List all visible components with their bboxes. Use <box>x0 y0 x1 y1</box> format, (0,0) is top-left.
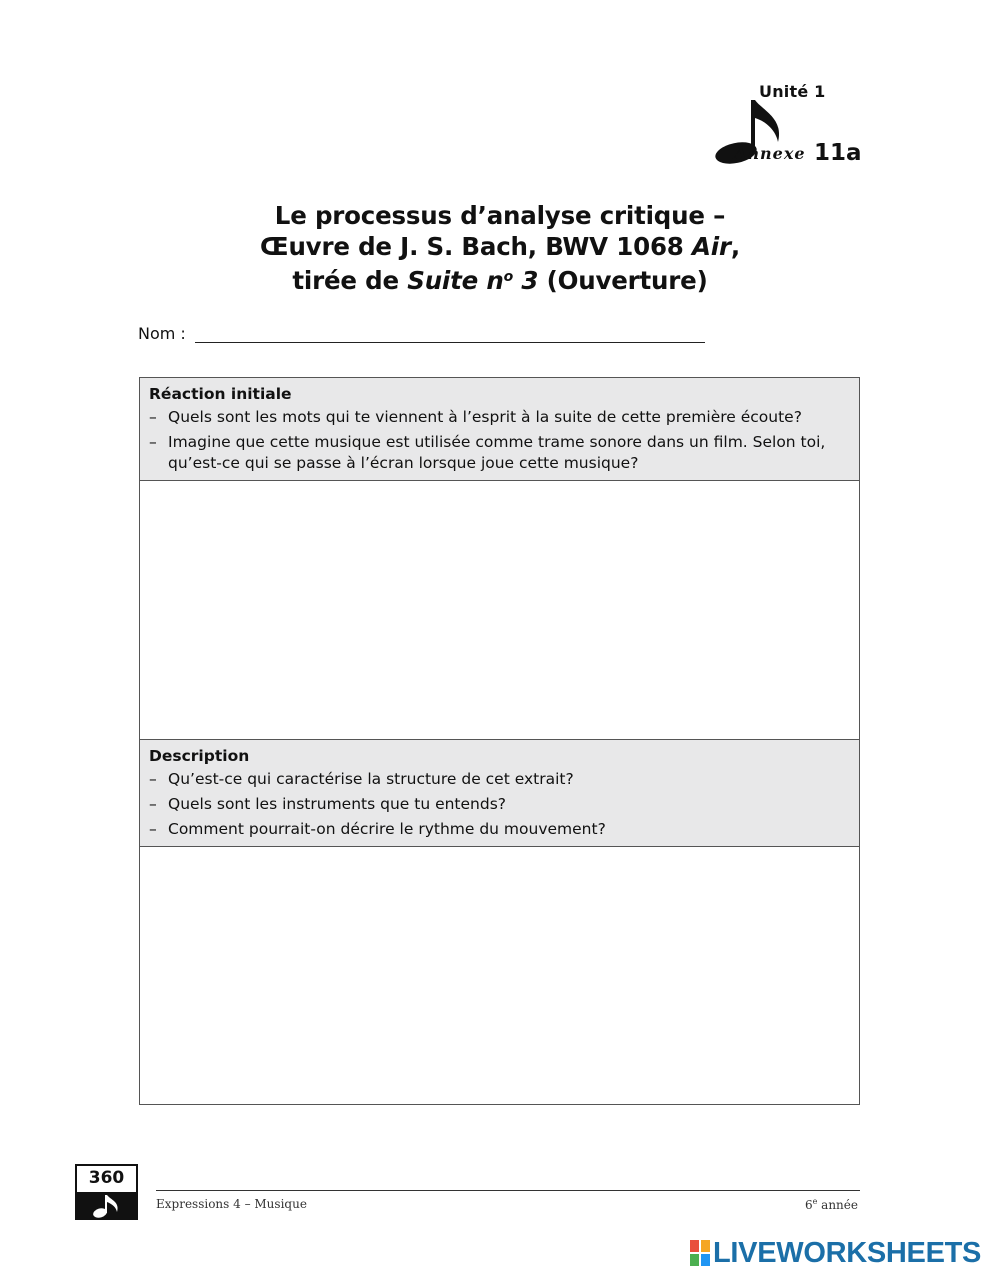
name-label: Nom : <box>138 324 186 343</box>
question-item <box>149 769 850 790</box>
liveworksheets-logo <box>690 1236 981 1270</box>
section-header-initial-reaction <box>140 378 859 481</box>
logo-text: LIVEWORKSHEETS <box>713 1236 982 1269</box>
title-line-1: Le processus d’analyse critique – <box>274 201 726 230</box>
title-line-3 <box>140 262 860 296</box>
question-list <box>149 407 850 474</box>
page-title <box>140 200 860 296</box>
footer-grade <box>760 1197 858 1212</box>
unit-label: Unité 1 <box>759 82 826 101</box>
worksheet-table <box>139 377 860 1105</box>
annexe-label: Annexe <box>734 144 806 163</box>
dash: – <box>149 770 157 788</box>
eighth-note-icon <box>89 1193 129 1219</box>
title-suite-sup: o <box>503 269 514 285</box>
answer-area-description[interactable] <box>140 847 859 1104</box>
title-suite: Suite n <box>407 266 504 295</box>
title-suite-number: 3 <box>513 266 539 295</box>
annexe-number: 11a <box>814 140 862 166</box>
question-text: Qu’est-ce qui caractérise la structure de cet extrait? <box>168 770 574 788</box>
question-text: Quels sont les mots qui te viennent à l’esprit à la suite de cette première écoute? <box>168 408 802 426</box>
logo-blocks <box>690 1240 710 1266</box>
title-line-2-prefix: Œuvre de J. S. Bach, BWV 1068 <box>260 232 692 261</box>
grade-word: année <box>817 1198 858 1212</box>
question-item <box>149 407 850 428</box>
title-line-3-prefix: tirée de <box>292 266 408 295</box>
dash: – <box>149 408 157 426</box>
question-item <box>149 819 850 840</box>
dash: – <box>149 795 157 813</box>
question-list <box>149 769 850 840</box>
page-icon-band <box>77 1192 136 1220</box>
page-number-box <box>75 1164 138 1220</box>
title-air: Air <box>691 232 731 261</box>
grade-number: 6 <box>804 1198 813 1212</box>
logo-block-blue <box>701 1254 710 1266</box>
logo-block-green <box>690 1254 699 1266</box>
title-line-2 <box>140 231 860 262</box>
question-item <box>149 432 850 474</box>
title-line-3-suffix: (Ouverture) <box>538 266 708 295</box>
question-text: Quels sont les instruments que tu entends? <box>168 795 507 813</box>
question-text: Imagine que cette musique est utilisée comme trame sonore dans un film. Selon toi, qu’est-ce qui se passe à l’écran lorsque joue cette musique? <box>168 433 826 472</box>
question-text: Comment pourrait-on décrire le rythme du mouvement? <box>168 820 606 838</box>
logo-block-red <box>690 1240 699 1252</box>
grade-sup: e <box>812 1197 818 1206</box>
question-item <box>149 794 850 815</box>
dash: – <box>149 820 157 838</box>
footer-rule <box>156 1190 860 1191</box>
section-header-description <box>140 740 859 847</box>
section-heading: Description <box>149 747 250 765</box>
logo-block-orange <box>701 1240 710 1252</box>
page-number: 360 <box>77 1166 136 1192</box>
annexe-word <box>734 144 806 163</box>
title-line-2-suffix: , <box>730 232 740 261</box>
section-heading: Réaction initiale <box>149 385 292 403</box>
answer-area-initial-reaction[interactable] <box>140 481 859 740</box>
footer-book-title: Expressions 4 – Musique <box>156 1197 307 1211</box>
name-input-line[interactable] <box>195 342 705 343</box>
dash: – <box>149 433 157 451</box>
